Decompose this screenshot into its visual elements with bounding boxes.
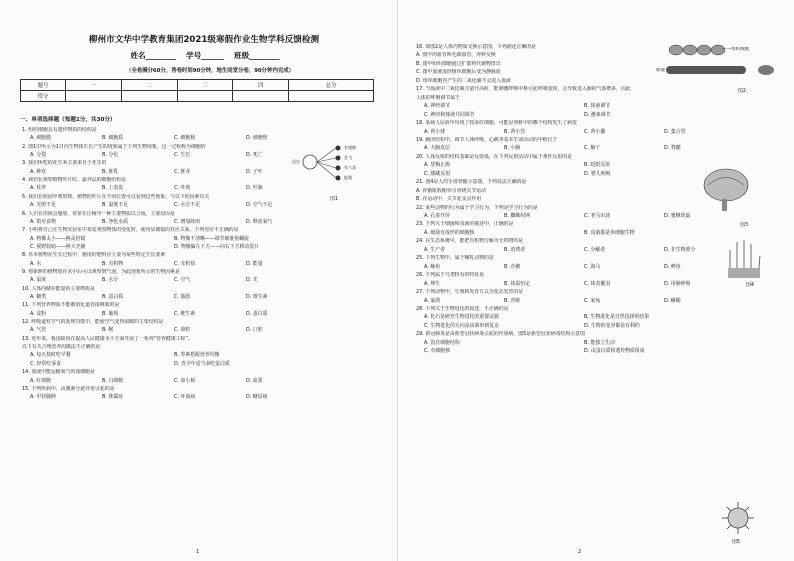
answer-option: C. 脑干 <box>584 145 601 152</box>
question-stem: 1. 组织细胞具有遗传物质的结构是 <box>22 127 97 133</box>
answer-option: B. 温度不足 <box>102 202 129 209</box>
answer-option: B. 生物进化是自然选择的结果 <box>584 314 650 321</box>
answer-option: B. 消费者 <box>504 246 526 253</box>
answer-option: C. 坏血病 <box>174 394 196 401</box>
answer-option: D. 子叶 <box>246 168 263 175</box>
score-header-row <box>21 80 374 91</box>
score-cell <box>66 91 122 102</box>
answer-option: A. 物像太小——换高倍镜 <box>30 235 86 242</box>
score-cell <box>289 91 374 102</box>
fig1-center-node <box>303 155 317 169</box>
answer-options <box>424 281 744 287</box>
answer-option: C. 视野较暗——换大光圈 <box>30 243 86 250</box>
answer-option: A. 温度 <box>30 277 47 284</box>
answer-option: C. 血小板 <box>174 377 196 384</box>
question-stem: 15. 下列疾病中，由激素分泌异常引起的是 <box>22 385 115 392</box>
fig4-caption: 图4 <box>746 282 755 288</box>
answer-option: B. 有机物 <box>102 260 124 267</box>
answer-option: A. 生产者 <box>424 246 446 253</box>
answer-option: A. 神经调节 <box>424 103 450 110</box>
answer-option: A. 光照不足 <box>30 202 56 209</box>
answer-options <box>30 152 318 158</box>
answer-option: A. 家鸽 <box>424 297 441 304</box>
answer-option: B. 胚乳 <box>102 168 119 175</box>
answer-option: D. 死亡 <box>246 152 263 159</box>
answer-option: C. 分解者 <box>584 246 606 253</box>
question-stem: A. 骨骼肌收缩牵引骨绕关节运动 <box>416 187 486 194</box>
answer-option: D. 鳄鱼 <box>664 263 681 270</box>
question-stem: 8. 草本植物在生长过程中，施用的肥料应主要为某些特定生长要素 <box>22 252 166 259</box>
answer-options <box>424 314 744 320</box>
score-cell: 四 <box>233 80 289 91</box>
answer-options <box>424 112 744 118</box>
answer-options <box>30 135 318 141</box>
answer-options <box>30 244 318 250</box>
question-stem: 6. 人们在田间会施加，常常在庄稼中一种主要物质以合成，主要原因是 <box>22 210 175 217</box>
answer-option: B. 侏儒症 <box>102 394 124 401</box>
answer-option: C. 有细胞核 <box>424 348 451 355</box>
answer-option: D. 用肺呼吸 <box>664 280 691 287</box>
question-stem: 14. 血液中能运输氧气的血细胞是 <box>22 369 95 376</box>
fig1-label: 会飞 <box>344 155 352 160</box>
question-stem: 18. 某病人尿液中出现了较多红细胞，可能是肾脏中的哪个结构发生了病变 <box>416 120 577 127</box>
answer-option: A. 孔雀开屏 <box>424 213 450 219</box>
question-stem: 10. 人体内储存能量的主要物质是 <box>22 285 95 292</box>
fig2-left-label: 血液 <box>656 68 665 73</box>
answer-options <box>30 169 318 175</box>
answer-options <box>30 185 318 191</box>
answer-option: B. 葡萄 <box>102 310 119 317</box>
answer-option: D. 脊髓 <box>664 145 681 152</box>
answer-option: A. 糖类 <box>30 294 47 300</box>
question-stem: B. 在运动中，关节起支点作用 <box>416 196 482 203</box>
answer-option: D. 婴儿吮吸 <box>584 170 611 177</box>
answer-options <box>30 236 318 242</box>
name-label: 姓名________ <box>130 51 177 60</box>
exam-title: 柳州市文华中学教育集团2021级寒假作业生物学科反馈检测 <box>88 35 320 45</box>
page-right <box>397 0 794 561</box>
figure-3-brain <box>698 165 756 215</box>
question-stem: 2. 图1中所示为1日内生物体生长产生的现象属于下列生物现象，这一过程称为细胞的 <box>22 143 206 150</box>
question-stem: 以下有关合理营养的做法不正确的是 <box>22 344 101 351</box>
answer-options <box>424 162 744 168</box>
answer-option: B. 水分 <box>102 277 119 284</box>
score-value-row <box>21 91 374 102</box>
question-stem: 25. 下列生物中，属于哺乳动物的是 <box>416 255 494 262</box>
answer-option: A. 大脑皮层 <box>424 145 450 152</box>
answer-option: D. 蛋白质 <box>246 310 268 317</box>
answer-option: C. 家兔 <box>584 297 601 304</box>
answer-option: C. 无机盐 <box>174 260 196 267</box>
answer-option: C. 胚芽 <box>174 168 191 175</box>
question-stem: 3. 我们所吃的花生米主要来自于花生的 <box>22 160 107 167</box>
question-stem: 4. 我们在观察植物叶片时，最外层的细胞结构是 <box>22 177 127 184</box>
score-table <box>20 79 374 102</box>
answer-option: D. 非生物部分 <box>664 246 696 253</box>
answer-option: A. 淀粉 <box>30 310 47 317</box>
question-stem: 人体的呼吸调节属于 <box>416 94 461 101</box>
answer-option: D. 释放氧气 <box>246 218 273 225</box>
question-stem: 21. 图4是人的手部骨骼示意图，下列说法正确的是 <box>416 179 527 186</box>
answer-options <box>424 230 744 236</box>
answer-option: B. 眨眼反射 <box>584 162 611 169</box>
answer-option: C. 细胞核 <box>174 135 196 142</box>
score-cell: 题号 <box>21 80 66 91</box>
answer-options <box>30 352 318 358</box>
answer-option: D. 物像偏左下方——向右下方移动装片 <box>174 243 260 250</box>
answer-option: B. 肾小管 <box>504 128 526 135</box>
answer-option: D. 维生素 <box>246 294 268 300</box>
answer-option: D. 激素调节 <box>584 111 611 118</box>
answer-option: C. 肾小囊 <box>584 128 606 135</box>
question-stem: A. 图中的血管叫毛细血管，养料交换 <box>416 52 496 59</box>
answer-option: D. 蜥蜴 <box>664 297 681 304</box>
answer-options <box>30 294 318 300</box>
answer-option: A. 肾小球 <box>424 128 446 135</box>
score-cell <box>177 91 233 102</box>
answer-option: B. 企鹅 <box>504 263 521 270</box>
fig2-caption: 图2 <box>738 88 747 94</box>
answer-option: B. 喉 <box>102 327 114 334</box>
question-stem: 13. 近年来，我国政府在提高人民健康水平方面开展了一系列“营养健康工程”。 <box>22 335 193 342</box>
answer-option: B. 分化 <box>102 152 119 159</box>
fig5-caption: 图5 <box>732 539 741 545</box>
answer-option: B. 细胞质 <box>102 135 124 142</box>
answer-option: D. 蜜蜂筑巢 <box>664 213 691 219</box>
answer-options <box>424 171 744 177</box>
question-stem: 23. 下列关于细菌和真菌的描述中，正确的是 <box>416 221 514 228</box>
answer-option: C. 生长 <box>174 152 191 159</box>
answer-option: B. 体温恒定 <box>504 280 531 287</box>
answer-option: A. 水 <box>30 260 42 267</box>
score-cell: 得分 <box>21 91 66 102</box>
answer-option: D. 糖尿病 <box>246 394 268 401</box>
fig1-label: 能爬 <box>344 175 352 180</box>
answer-option: C. 海马 <box>584 263 601 270</box>
answer-option: A. 红细胞 <box>30 377 52 384</box>
question-stem: 19. 脑的结构中，调节人体呼吸、心跳等基本生命活动的中枢位于 <box>416 136 558 143</box>
answer-option: C. 维生素 <box>174 310 196 317</box>
answer-option: A. 细菌有成形的细胞核 <box>424 229 475 236</box>
question-stem: 20. 人体反射的结构基础是反射弧，在下列反射活动中属于条件反射的是 <box>416 153 573 160</box>
answer-option: B. 体液调节 <box>584 103 611 110</box>
answer-options <box>30 219 318 225</box>
question-stem: 11. 下列营养物质不能被消化道直接吸收的是 <box>22 302 120 309</box>
answer-options <box>424 103 744 109</box>
answer-option: A. 气管 <box>30 327 47 334</box>
answer-options <box>30 327 318 333</box>
answer-option: B. 小脑 <box>504 145 521 152</box>
question-stem: 27. 下列动物中，生殖和发育方式为变态发育的是 <box>416 289 524 296</box>
answer-option: B. 物像不清晰——调节细准焦螺旋 <box>174 235 249 242</box>
answer-option: C. 增加降雨 <box>174 218 201 225</box>
answer-option: A. 每天按时吃早餐 <box>30 352 71 359</box>
answer-option: C. 体表覆羽 <box>584 280 611 287</box>
question-stem: 16. 如图2是人体内物质交换示意图，下列描述正确的是 <box>416 44 537 50</box>
answer-option: C. 膝跳反射 <box>424 170 451 177</box>
fig2-text: ——组织细胞 <box>722 47 749 52</box>
answer-option: B. 蜘蛛织网 <box>504 213 531 219</box>
score-cell: 三 <box>177 80 233 91</box>
answer-option: D. 青少年适当多吃蛋白质 <box>174 360 230 367</box>
question-stem: 9. 将新鲜的植物放在水中后可以观察到气泡，为此现象所示的生物因素是 <box>22 268 180 275</box>
answer-option: A. 望梅止渴 <box>424 162 450 169</box>
answer-option: C. 鼻腔 <box>174 327 191 334</box>
question-stem: 29. 新冠肺炎是由新型冠状病毒引起的传染病，图5是新型冠状病毒结构示意图 <box>416 331 585 338</box>
answer-option: B. 荤素搭配营养均衡 <box>174 352 220 359</box>
fig1-label: 有六条 <box>344 165 356 170</box>
answer-options <box>30 394 318 400</box>
answer-option: A. 供应食物 <box>30 218 56 225</box>
answer-option: D. 血浆 <box>246 377 263 384</box>
page-number: 1 <box>196 549 200 555</box>
answer-option: B. 上表皮 <box>102 185 124 192</box>
answer-options <box>30 311 318 317</box>
answer-options <box>424 340 744 346</box>
figure-5-virus <box>720 500 756 536</box>
answer-options <box>30 202 318 208</box>
answer-option: B. 白细胞 <box>102 377 124 384</box>
answer-option: C. 神经和体液共同调节 <box>424 111 475 118</box>
answer-option: A. 甲状腺肿 <box>30 394 56 401</box>
student-info <box>70 50 340 61</box>
answer-options <box>424 298 744 304</box>
answer-option: C. 老马识途 <box>584 213 611 219</box>
answer-option: D. 能量 <box>246 260 263 267</box>
answer-option: C. 空气 <box>174 277 191 284</box>
answer-options <box>30 277 318 283</box>
question-stem: 28. 下列关于生物进化的叙述，不正确的是 <box>416 305 509 312</box>
answer-option: D. 细胞壁 <box>246 135 268 142</box>
figure-4-hand <box>722 232 768 280</box>
question-stem: 26. 下列属于鸟类特有的特征是 <box>416 272 485 279</box>
answer-option: C. 经常吃零食 <box>30 360 61 367</box>
question-stem: 17. 当体液中二氧化碳含量升高时，能刺激呼吸中枢引起呼吸加快，会导致进入肺的气体增多，因此 <box>416 86 631 93</box>
answer-options <box>424 323 744 329</box>
answer-option: A. 鲸鱼 <box>424 263 441 270</box>
figure-1-diagram <box>290 138 370 196</box>
question-stem: B. 图中组织细胞通过扩散将代谢物排出 <box>416 60 501 67</box>
answer-option: C. 脂肪 <box>174 294 191 300</box>
answer-option: B. 能独立生活 <box>584 339 615 346</box>
answer-option: A. 卵生 <box>424 280 441 287</box>
answer-option: C. 叶肉 <box>174 185 191 192</box>
answer-option: D. 由蛋白质和遗传物质组成 <box>584 348 645 355</box>
answer-options <box>424 213 744 219</box>
figure-2-diagram <box>656 40 776 88</box>
answer-option: A. 分裂 <box>30 152 47 159</box>
answer-options <box>30 361 318 367</box>
answer-options <box>30 378 318 384</box>
score-cell: 总分 <box>289 80 374 91</box>
question-stem: 5. 我们在校园中观察到，植物的叶片在不同位置可以看到这些现象，与以下的因素有关 <box>22 193 210 200</box>
question-stem: 7. 小明将自己在生物实验室中某处观察物体的变化时，使用显微镜的对应关系，下列对应不正确的是 <box>22 227 239 234</box>
answer-options <box>424 348 744 354</box>
fig3-caption: 图3 <box>740 222 749 228</box>
class-label: 班级________ <box>233 51 280 60</box>
answer-option: B. 蛋白质 <box>102 294 124 300</box>
answer-option: D. 叶脉 <box>246 185 263 192</box>
score-cell: 二 <box>121 80 177 91</box>
score-cell: 一 <box>66 80 122 91</box>
answer-option: D. 空气不足 <box>246 202 273 209</box>
answer-option: A. 化石是研究生物进化的重要证据 <box>424 314 499 321</box>
answer-option: B. 青蛙 <box>504 297 521 304</box>
question-stem: 22. 某些动物的行为属于学习行为，下列是学习行为的是 <box>416 204 538 211</box>
answer-options <box>424 145 744 151</box>
question-stem: 24. 在生态系统中，能把有机物分解为无机物的是 <box>416 238 524 245</box>
answer-option: B. 真菌都是单细胞生物 <box>584 229 635 236</box>
answer-option: A. 柱形 <box>30 185 47 192</box>
answer-option: D. 光 <box>246 277 258 284</box>
exam-note: （全卷满分60分，答卷时间90分钟，地生同堂分卷，90分钟内完成） <box>125 68 295 74</box>
answer-option: C. 水分不足 <box>174 202 201 209</box>
answer-option: A. 细胞膜 <box>30 135 52 142</box>
answer-option: B. 净化水质 <box>102 218 129 225</box>
answer-option: D. 集合管 <box>664 128 686 135</box>
answer-option: C. 生物进化的方向是由简单到复杂 <box>424 322 499 329</box>
answer-options <box>424 129 744 135</box>
fig1-label: 有翅膀 <box>344 145 356 150</box>
fig1-center-label: 昆虫 <box>292 159 300 164</box>
answer-options <box>424 247 744 253</box>
question-stem: 12. 呼吸道对空气的处理功能中，能使空气变得温暖的主要结构是 <box>22 319 164 326</box>
fig1-caption: 图1 <box>330 196 339 202</box>
answer-option: A. 种皮 <box>30 168 47 175</box>
answer-options <box>424 264 744 270</box>
answer-option: D. 生物的变异都是有利的 <box>584 322 640 329</box>
score-cell <box>121 91 177 102</box>
answer-option: D. 口腔 <box>246 327 263 334</box>
answer-options <box>30 261 318 267</box>
question-stem: C. 图中血液流经组织细胞后变为静脉血 <box>416 69 501 76</box>
page-number: 2 <box>578 549 582 555</box>
id-label: 学号______ <box>186 51 224 60</box>
section-heading: 一、单项选择题（每题1分，共30分） <box>20 117 116 123</box>
answer-option: A. 没有细胞结构 <box>424 339 460 346</box>
question-stem: D. 组织细胞内产生的二氧化碳不会进入血液 <box>416 77 511 84</box>
score-cell <box>233 91 289 102</box>
